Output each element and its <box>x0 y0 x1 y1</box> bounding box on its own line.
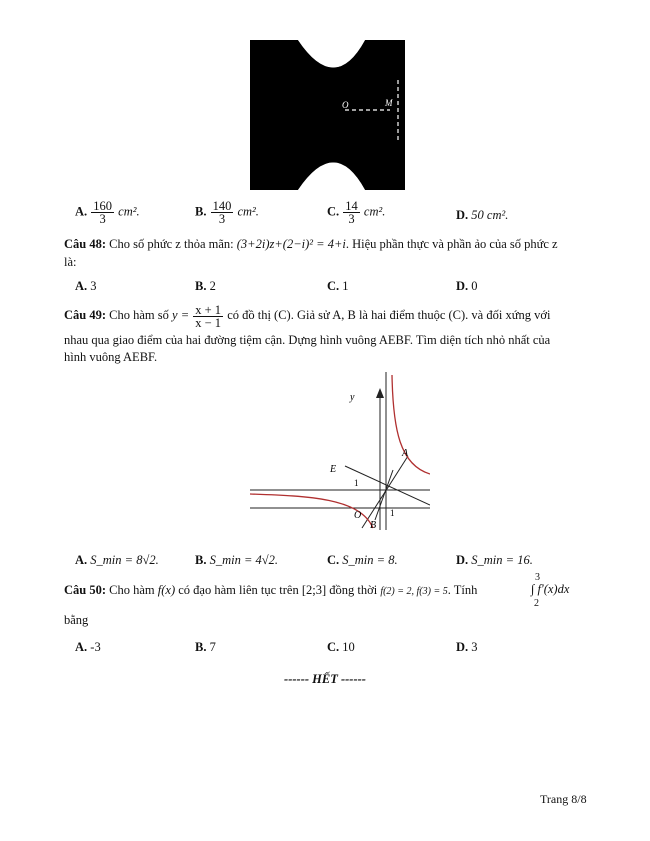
q50-stem-2: bằng <box>64 613 89 627</box>
q47-option-d: D. 50 cm². <box>456 208 509 222</box>
q48-option-b: B. 2 <box>195 279 216 293</box>
graph-label-B: B <box>370 520 377 530</box>
q48-option-c: C. 1 <box>327 279 349 293</box>
q49-option-c: C. S_min = 8. <box>327 553 398 567</box>
q48-stem: Câu 48: Cho số phức z thỏa mãn: (3+2i)z+(2−i)² = 4+i. Hiệu phần thực và phần ảo của số phức z <box>64 237 558 251</box>
q49-option-b: B. S_min = 4√2. <box>195 553 279 567</box>
q49-stem-3: hình vuông AEBF. <box>64 350 158 364</box>
q50-stem: Câu 50: Cho hàm f(x) có đạo hàm liên tục trên [2;3] đồng thời f(2) = 2, f(3) = 5. Tính <box>64 583 478 597</box>
label-M: M <box>385 98 393 108</box>
q47-option-c: C. $\frac{14}{3}$ cm². <box>327 199 386 226</box>
q50-option-a: A. -3 <box>75 640 101 654</box>
q50-option-c: C. 10 <box>327 640 355 654</box>
graph-label-1x: 1 <box>390 508 395 518</box>
q50-option-d: D. 3 <box>456 640 478 654</box>
graph-label-E: E <box>330 464 337 475</box>
graph-label-A: A <box>402 448 409 459</box>
graph-label-y: y <box>350 392 355 403</box>
q50-integral-lower: 2 <box>534 598 539 609</box>
q50-integral-upper: 3 <box>535 572 540 583</box>
q50-option-b: B. 7 <box>195 640 216 654</box>
q49-option-a: A. S_min = 8√2. <box>75 553 159 567</box>
label-O: O <box>342 100 349 110</box>
q49-graph <box>250 370 430 530</box>
end-marker: ------ HẾT ------ <box>284 672 366 686</box>
q50-integral: ∫ f'(x)dx <box>531 582 570 596</box>
graph-label-O: O <box>354 510 362 521</box>
q48-option-a: A. 3 <box>75 279 97 293</box>
q48-option-d: D. 0 <box>456 279 478 293</box>
q49-option-d: D. S_min = 16. <box>456 553 533 567</box>
q47-option-a: A. $\frac{160}{3}$ cm². <box>75 199 140 226</box>
q47-option-b: B. $\frac{140}{3}$ cm². <box>195 199 259 226</box>
q49-stem-2: nhau qua giao điểm của hai đường tiệm cận. Dựng hình vuông AEBF. Tìm diện tích nhỏ nhất của <box>64 333 551 347</box>
page-number: Trang 8/8 <box>540 792 587 806</box>
q48-stem-2: là: <box>64 255 77 269</box>
top-figure <box>250 40 405 190</box>
graph-label-1y: 1 <box>354 478 359 488</box>
q49-stem: Câu 49: Cho hàm số y = $\frac{x + 1}{x - 1}$ có đồ thị (C). Giả sử A, B là hai điểm thuộc (C). và đối xứng với <box>64 302 551 330</box>
